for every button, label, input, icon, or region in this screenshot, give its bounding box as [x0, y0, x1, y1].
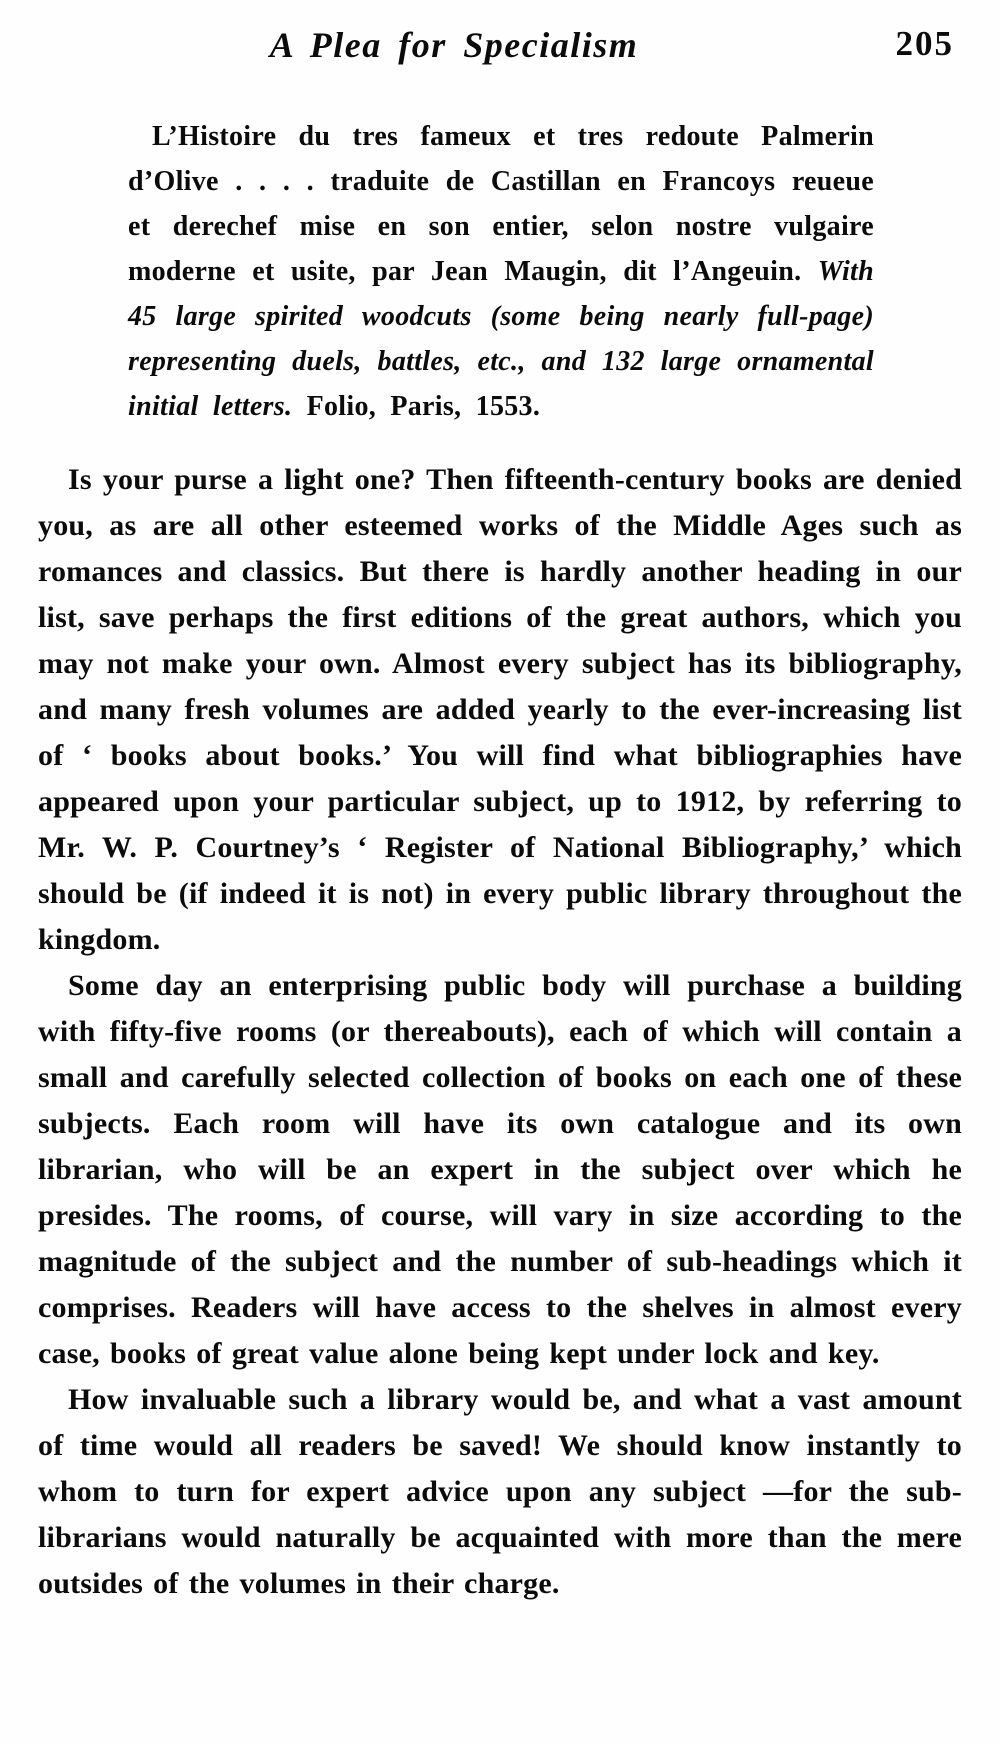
- quote-roman-lead: L’Histoire du tres fameux et tres redoute Palmerin d’Olive . . . . traduite de Castillan en Francoys reueue et derechef mise en son entier, selon nostre vulgaire moderne et usite, par Jean Maugin, dit l’Angeuin.: [128, 121, 874, 287]
- bibliographic-quote: [128, 114, 874, 429]
- body-paragraph-2: Some day an enterprising public body will purchase a building with fifty-five rooms (or thereabouts), each of which will contain a small and carefully selected collection of books on each one of these subjects. Each room will have its own catalogue and its own librarian, who will be an expert in the subject over which he presides. The rooms, of course, will vary in size according to the magnitude of the subject and the number of sub-headings which it comprises. Readers will have access to the shelves in almost every case, books of great value alone being kept under lock and key.: [38, 969, 962, 1370]
- page-number: 205: [895, 24, 954, 63]
- running-head: [38, 24, 962, 82]
- quote-italic-description: With 45 large spirited woodcuts (some being nearly full-page) representing duels, battles, etc., and 132 large ornamental initial letters.: [128, 256, 874, 422]
- page-title: A Plea for Specialism: [269, 25, 639, 65]
- body-paragraph-1: Is your purse a light one? Then fifteenth-century books are denied you, as are all other esteemed works of the Middle Ages such as romances and classics. But there is hardly another heading in our list, save perhaps the first editions of the great authors, which you may not make your own. Almost every subject has its bibliography, and many fresh volumes are added yearly to the ever-increasing list of ‘ books about books.’ You will find what bibliographies have appeared upon your particular subject, up to 1912, by referring to Mr. W. P. Courtney’s ‘ Register of National Bibliography,’ which should be (if indeed it is not) in every public library throughout the kingdom.: [38, 463, 962, 956]
- body-paragraph-3: How invaluable such a library would be, and what a vast amount of time would all readers be saved! We should know instantly to whom to turn for expert advice upon any subject —for the sub-librarians would naturally be acquainted with more than the mere outsides of the volumes in their charge.: [38, 1383, 962, 1600]
- quote-roman-tail: Folio, Paris, 1553.: [306, 391, 541, 422]
